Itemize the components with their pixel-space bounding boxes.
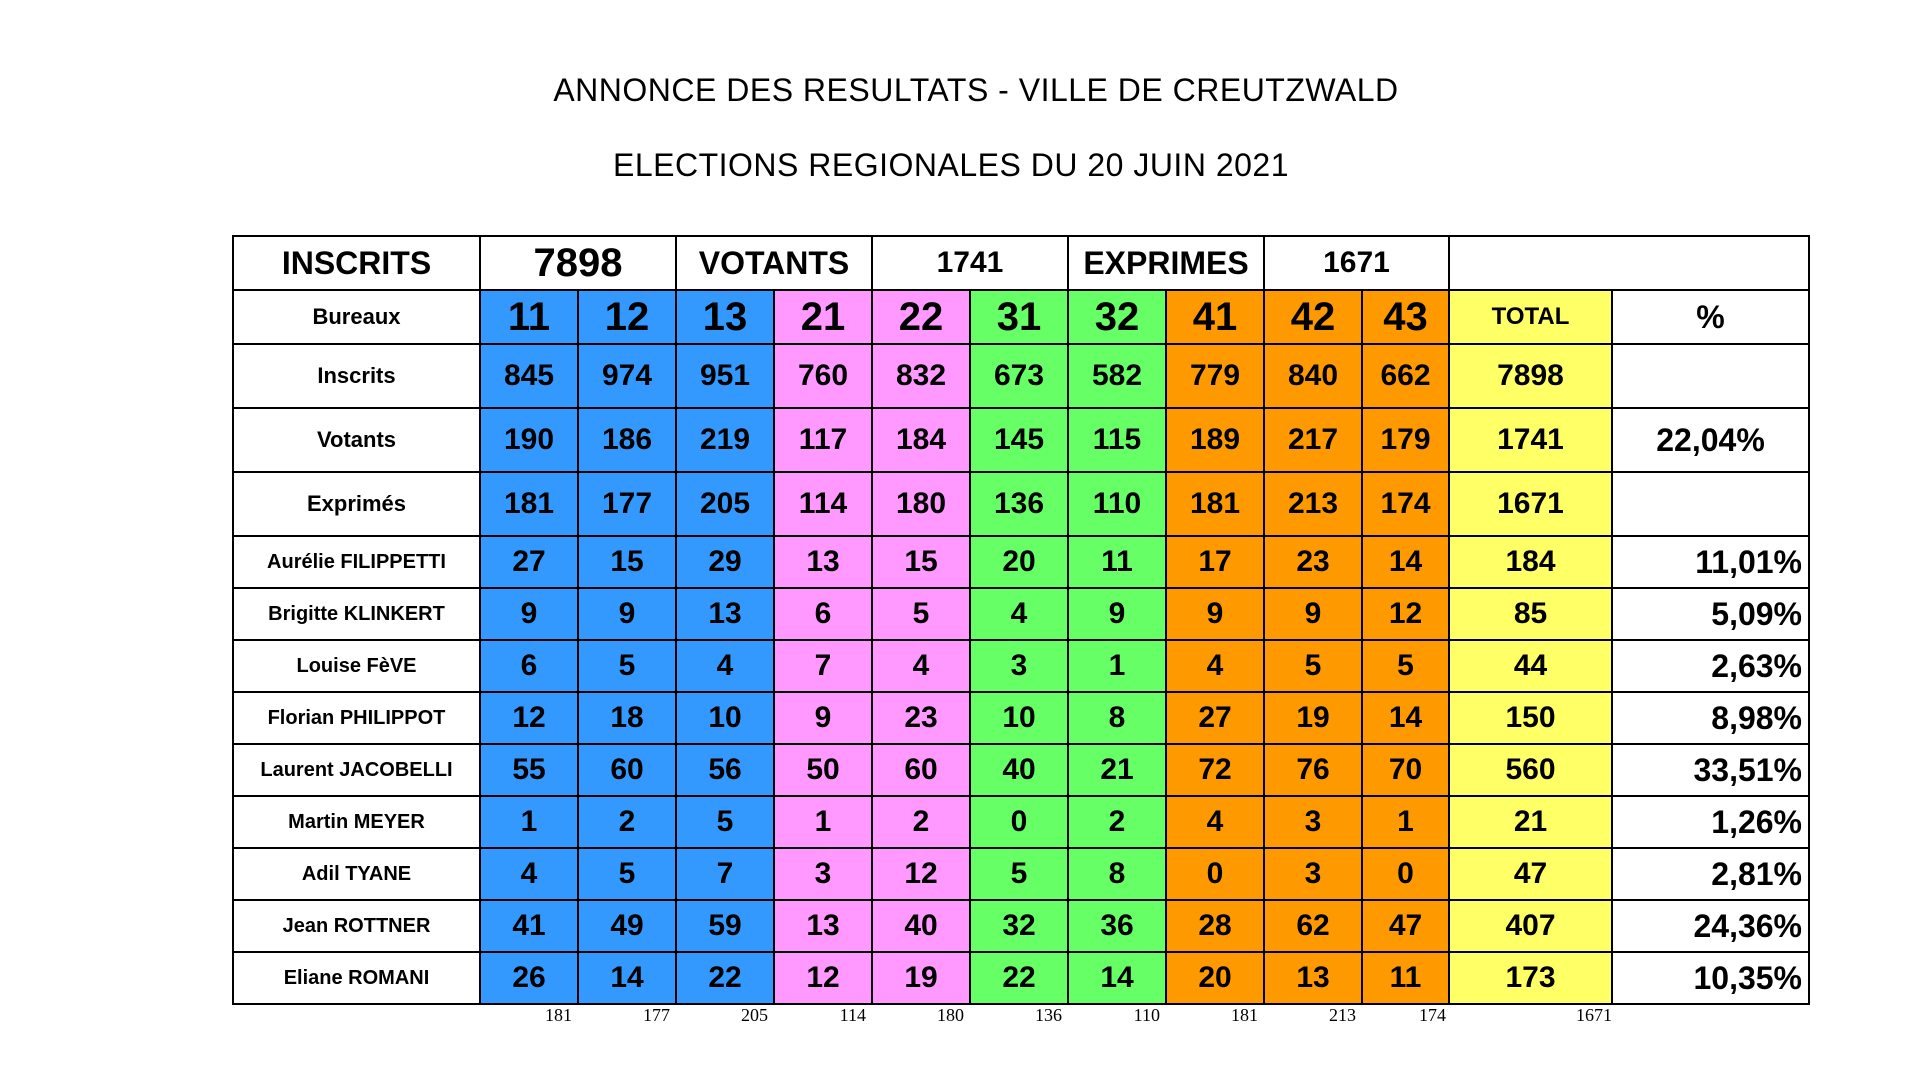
candidate-vote-cell: 12: [480, 692, 578, 744]
total-header: TOTAL: [1449, 290, 1612, 344]
candidate-vote-cell: 15: [872, 536, 970, 588]
candidate-percent-cell: 10,35%: [1612, 952, 1809, 1004]
candidate-vote-cell: 55: [480, 744, 578, 796]
candidate-vote-cell: 32: [970, 900, 1068, 952]
candidate-vote-cell: 13: [774, 536, 872, 588]
candidate-row: [233, 640, 1809, 692]
candidate-vote-cell: 5: [578, 848, 676, 900]
candidate-percent-cell: 8,98%: [1612, 692, 1809, 744]
stat-value-cell: 181: [480, 472, 578, 536]
candidate-vote-cell: 14: [1068, 952, 1166, 1004]
stat-value-cell: 189: [1166, 408, 1264, 472]
candidate-vote-cell: 36: [1068, 900, 1166, 952]
candidate-vote-cell: 7: [774, 640, 872, 692]
candidate-vote-cell: 13: [774, 900, 872, 952]
candidate-vote-cell: 9: [774, 692, 872, 744]
candidate-vote-cell: 3: [1264, 848, 1362, 900]
candidate-vote-cell: 62: [1264, 900, 1362, 952]
footer-sum: 114: [839, 1005, 866, 1025]
footer-sum: 205: [741, 1005, 768, 1025]
candidate-vote-cell: 3: [774, 848, 872, 900]
candidate-vote-cell: 2: [578, 796, 676, 848]
page-title: ANNONCE DES RESULTATS - VILLE DE CREUTZWALD: [553, 72, 1399, 108]
candidate-vote-cell: 19: [1264, 692, 1362, 744]
candidate-vote-cell: 4: [872, 640, 970, 692]
candidate-vote-cell: 6: [774, 588, 872, 640]
candidate-vote-cell: 7: [676, 848, 774, 900]
summary-empty-cell: [1449, 236, 1809, 290]
candidate-row: [233, 848, 1809, 900]
bureau-number: 21: [774, 290, 872, 344]
candidate-row: [233, 588, 1809, 640]
candidate-vote-cell: 18: [578, 692, 676, 744]
candidate-vote-cell: 1: [480, 796, 578, 848]
candidate-total-cell: 407: [1449, 900, 1612, 952]
candidate-vote-cell: 10: [676, 692, 774, 744]
bureaux-header-row: [233, 290, 1809, 344]
candidate-vote-cell: 27: [480, 536, 578, 588]
candidate-total-cell: 44: [1449, 640, 1612, 692]
candidate-name: Louise FèVE: [233, 640, 480, 692]
stat-row: [233, 408, 1809, 472]
percent-header: %: [1612, 290, 1809, 344]
candidate-name: Laurent JACOBELLI: [233, 744, 480, 796]
exprimes-summary-value: 1671: [1264, 236, 1449, 290]
candidate-name: Jean ROTTNER: [233, 900, 480, 952]
stat-row-label: Exprimés: [233, 472, 480, 536]
inscrits-summary-value: 7898: [480, 236, 676, 290]
stat-value-cell: 181: [1166, 472, 1264, 536]
stat-value-cell: 832: [872, 344, 970, 408]
candidate-vote-cell: 0: [1362, 848, 1449, 900]
candidate-vote-cell: 4: [676, 640, 774, 692]
candidate-vote-cell: 10: [970, 692, 1068, 744]
candidate-vote-cell: 23: [1264, 536, 1362, 588]
candidate-vote-cell: 6: [480, 640, 578, 692]
stat-value-cell: 114: [774, 472, 872, 536]
candidate-total-cell: 150: [1449, 692, 1612, 744]
candidate-vote-cell: 20: [970, 536, 1068, 588]
candidate-total-cell: 184: [1449, 536, 1612, 588]
candidate-percent-cell: 2,63%: [1612, 640, 1809, 692]
candidate-vote-cell: 2: [872, 796, 970, 848]
inscrits-summary-label: INSCRITS: [233, 236, 480, 290]
candidate-name: Martin MEYER: [233, 796, 480, 848]
footer-sum: 181: [1231, 1005, 1258, 1025]
candidate-vote-cell: 12: [1362, 588, 1449, 640]
stat-value-cell: 190: [480, 408, 578, 472]
candidate-vote-cell: 28: [1166, 900, 1264, 952]
candidate-vote-cell: 9: [1068, 588, 1166, 640]
bureau-number: 31: [970, 290, 1068, 344]
bureau-number: 11: [480, 290, 578, 344]
stat-value-cell: 117: [774, 408, 872, 472]
candidate-percent-cell: 11,01%: [1612, 536, 1809, 588]
stat-value-cell: 180: [872, 472, 970, 536]
page-subtitle: ELECTIONS REGIONALES DU 20 JUIN 2021: [613, 147, 1289, 183]
candidate-row: [233, 744, 1809, 796]
candidate-row: [233, 536, 1809, 588]
candidate-vote-cell: 17: [1166, 536, 1264, 588]
votants-summary-value: 1741: [872, 236, 1068, 290]
bureau-number: 43: [1362, 290, 1449, 344]
candidate-vote-cell: 19: [872, 952, 970, 1004]
candidate-vote-cell: 60: [578, 744, 676, 796]
candidate-total-cell: 560: [1449, 744, 1612, 796]
stat-value-cell: 840: [1264, 344, 1362, 408]
candidate-vote-cell: 4: [480, 848, 578, 900]
candidate-total-cell: 173: [1449, 952, 1612, 1004]
candidate-vote-cell: 56: [676, 744, 774, 796]
candidate-vote-cell: 41: [480, 900, 578, 952]
candidate-total-cell: 85: [1449, 588, 1612, 640]
candidate-vote-cell: 47: [1362, 900, 1449, 952]
footer-sum: 110: [1133, 1005, 1160, 1025]
candidate-row: [233, 900, 1809, 952]
stat-value-cell: 184: [872, 408, 970, 472]
stat-value-cell: 582: [1068, 344, 1166, 408]
candidate-vote-cell: 2: [1068, 796, 1166, 848]
candidate-percent-cell: 24,36%: [1612, 900, 1809, 952]
candidate-vote-cell: 29: [676, 536, 774, 588]
candidate-vote-cell: 5: [1264, 640, 1362, 692]
candidate-vote-cell: 40: [970, 744, 1068, 796]
candidate-percent-cell: 5,09%: [1612, 588, 1809, 640]
stat-value-cell: 115: [1068, 408, 1166, 472]
candidate-vote-cell: 27: [1166, 692, 1264, 744]
stat-row: [233, 344, 1809, 408]
bureau-number: 13: [676, 290, 774, 344]
candidate-vote-cell: 3: [970, 640, 1068, 692]
candidate-vote-cell: 5: [970, 848, 1068, 900]
candidate-vote-cell: 4: [1166, 796, 1264, 848]
stat-row-label: Votants: [233, 408, 480, 472]
bureau-number: 42: [1264, 290, 1362, 344]
footer-sum: 180: [937, 1005, 964, 1025]
candidate-vote-cell: 14: [1362, 692, 1449, 744]
candidate-vote-cell: 22: [970, 952, 1068, 1004]
candidate-name: Brigitte KLINKERT: [233, 588, 480, 640]
candidate-vote-cell: 11: [1068, 536, 1166, 588]
bureau-number: 12: [578, 290, 676, 344]
candidate-vote-cell: 5: [1362, 640, 1449, 692]
bureau-number: 22: [872, 290, 970, 344]
column-sums-footer: [0, 1005, 1920, 1031]
stat-value-cell: 951: [676, 344, 774, 408]
candidate-vote-cell: 14: [578, 952, 676, 1004]
results-table: [232, 235, 1810, 1005]
candidate-vote-cell: 9: [1264, 588, 1362, 640]
candidate-vote-cell: 23: [872, 692, 970, 744]
candidate-vote-cell: 14: [1362, 536, 1449, 588]
candidate-vote-cell: 13: [676, 588, 774, 640]
candidate-vote-cell: 40: [872, 900, 970, 952]
candidate-vote-cell: 26: [480, 952, 578, 1004]
stat-value-cell: 177: [578, 472, 676, 536]
candidate-vote-cell: 60: [872, 744, 970, 796]
stat-percent-cell: [1612, 472, 1809, 536]
exprimes-summary-label: EXPRIMES: [1068, 236, 1264, 290]
stat-percent-cell: 22,04%: [1612, 408, 1809, 472]
footer-sum: 174: [1419, 1005, 1446, 1025]
bureau-number: 32: [1068, 290, 1166, 344]
stat-value-cell: 186: [578, 408, 676, 472]
candidate-vote-cell: 1: [1362, 796, 1449, 848]
candidate-row: [233, 952, 1809, 1004]
stat-value-cell: 845: [480, 344, 578, 408]
candidate-vote-cell: 5: [872, 588, 970, 640]
stat-value-cell: 673: [970, 344, 1068, 408]
stat-value-cell: 779: [1166, 344, 1264, 408]
stat-value-cell: 213: [1264, 472, 1362, 536]
candidate-row: [233, 692, 1809, 744]
candidate-vote-cell: 76: [1264, 744, 1362, 796]
footer-sum: 177: [643, 1005, 670, 1025]
candidate-vote-cell: 5: [578, 640, 676, 692]
stat-percent-cell: [1612, 344, 1809, 408]
candidate-vote-cell: 8: [1068, 692, 1166, 744]
footer-sum: 1671: [1576, 1005, 1612, 1025]
stat-row-label: Inscrits: [233, 344, 480, 408]
stat-total-cell: 1671: [1449, 472, 1612, 536]
candidate-vote-cell: 3: [1264, 796, 1362, 848]
candidate-vote-cell: 11: [1362, 952, 1449, 1004]
stat-value-cell: 110: [1068, 472, 1166, 536]
stat-value-cell: 179: [1362, 408, 1449, 472]
candidate-vote-cell: 1: [774, 796, 872, 848]
candidate-row: [233, 796, 1809, 848]
stat-value-cell: 205: [676, 472, 774, 536]
stat-value-cell: 217: [1264, 408, 1362, 472]
stat-value-cell: 662: [1362, 344, 1449, 408]
candidate-vote-cell: 4: [970, 588, 1068, 640]
footer-sum: 181: [545, 1005, 572, 1025]
stat-value-cell: 174: [1362, 472, 1449, 536]
stat-value-cell: 145: [970, 408, 1068, 472]
bureaux-label: Bureaux: [233, 290, 480, 344]
candidate-total-cell: 21: [1449, 796, 1612, 848]
summary-row: [233, 236, 1809, 290]
candidate-vote-cell: 12: [872, 848, 970, 900]
candidate-percent-cell: 33,51%: [1612, 744, 1809, 796]
candidate-vote-cell: 72: [1166, 744, 1264, 796]
candidate-vote-cell: 22: [676, 952, 774, 1004]
stat-value-cell: 136: [970, 472, 1068, 536]
candidate-name: Florian PHILIPPOT: [233, 692, 480, 744]
candidate-vote-cell: 9: [480, 588, 578, 640]
candidate-name: Eliane ROMANI: [233, 952, 480, 1004]
candidate-vote-cell: 12: [774, 952, 872, 1004]
candidate-total-cell: 47: [1449, 848, 1612, 900]
votants-summary-label: VOTANTS: [676, 236, 872, 290]
candidate-vote-cell: 5: [676, 796, 774, 848]
footer-sum: 213: [1329, 1005, 1356, 1025]
candidate-percent-cell: 1,26%: [1612, 796, 1809, 848]
stat-value-cell: 760: [774, 344, 872, 408]
candidate-vote-cell: 0: [970, 796, 1068, 848]
footer-sum: 136: [1035, 1005, 1062, 1025]
candidate-vote-cell: 9: [1166, 588, 1264, 640]
candidate-vote-cell: 4: [1166, 640, 1264, 692]
candidate-vote-cell: 8: [1068, 848, 1166, 900]
candidate-vote-cell: 49: [578, 900, 676, 952]
candidate-name: Adil TYANE: [233, 848, 480, 900]
candidate-vote-cell: 20: [1166, 952, 1264, 1004]
candidate-vote-cell: 21: [1068, 744, 1166, 796]
bureau-number: 41: [1166, 290, 1264, 344]
stat-row: [233, 472, 1809, 536]
candidate-vote-cell: 50: [774, 744, 872, 796]
candidate-vote-cell: 0: [1166, 848, 1264, 900]
stat-total-cell: 1741: [1449, 408, 1612, 472]
candidate-vote-cell: 13: [1264, 952, 1362, 1004]
stat-total-cell: 7898: [1449, 344, 1612, 408]
stat-value-cell: 219: [676, 408, 774, 472]
candidate-vote-cell: 70: [1362, 744, 1449, 796]
candidate-percent-cell: 2,81%: [1612, 848, 1809, 900]
candidate-vote-cell: 1: [1068, 640, 1166, 692]
candidate-name: Aurélie FILIPPETTI: [233, 536, 480, 588]
candidate-vote-cell: 9: [578, 588, 676, 640]
stat-value-cell: 974: [578, 344, 676, 408]
candidate-vote-cell: 59: [676, 900, 774, 952]
candidate-vote-cell: 15: [578, 536, 676, 588]
